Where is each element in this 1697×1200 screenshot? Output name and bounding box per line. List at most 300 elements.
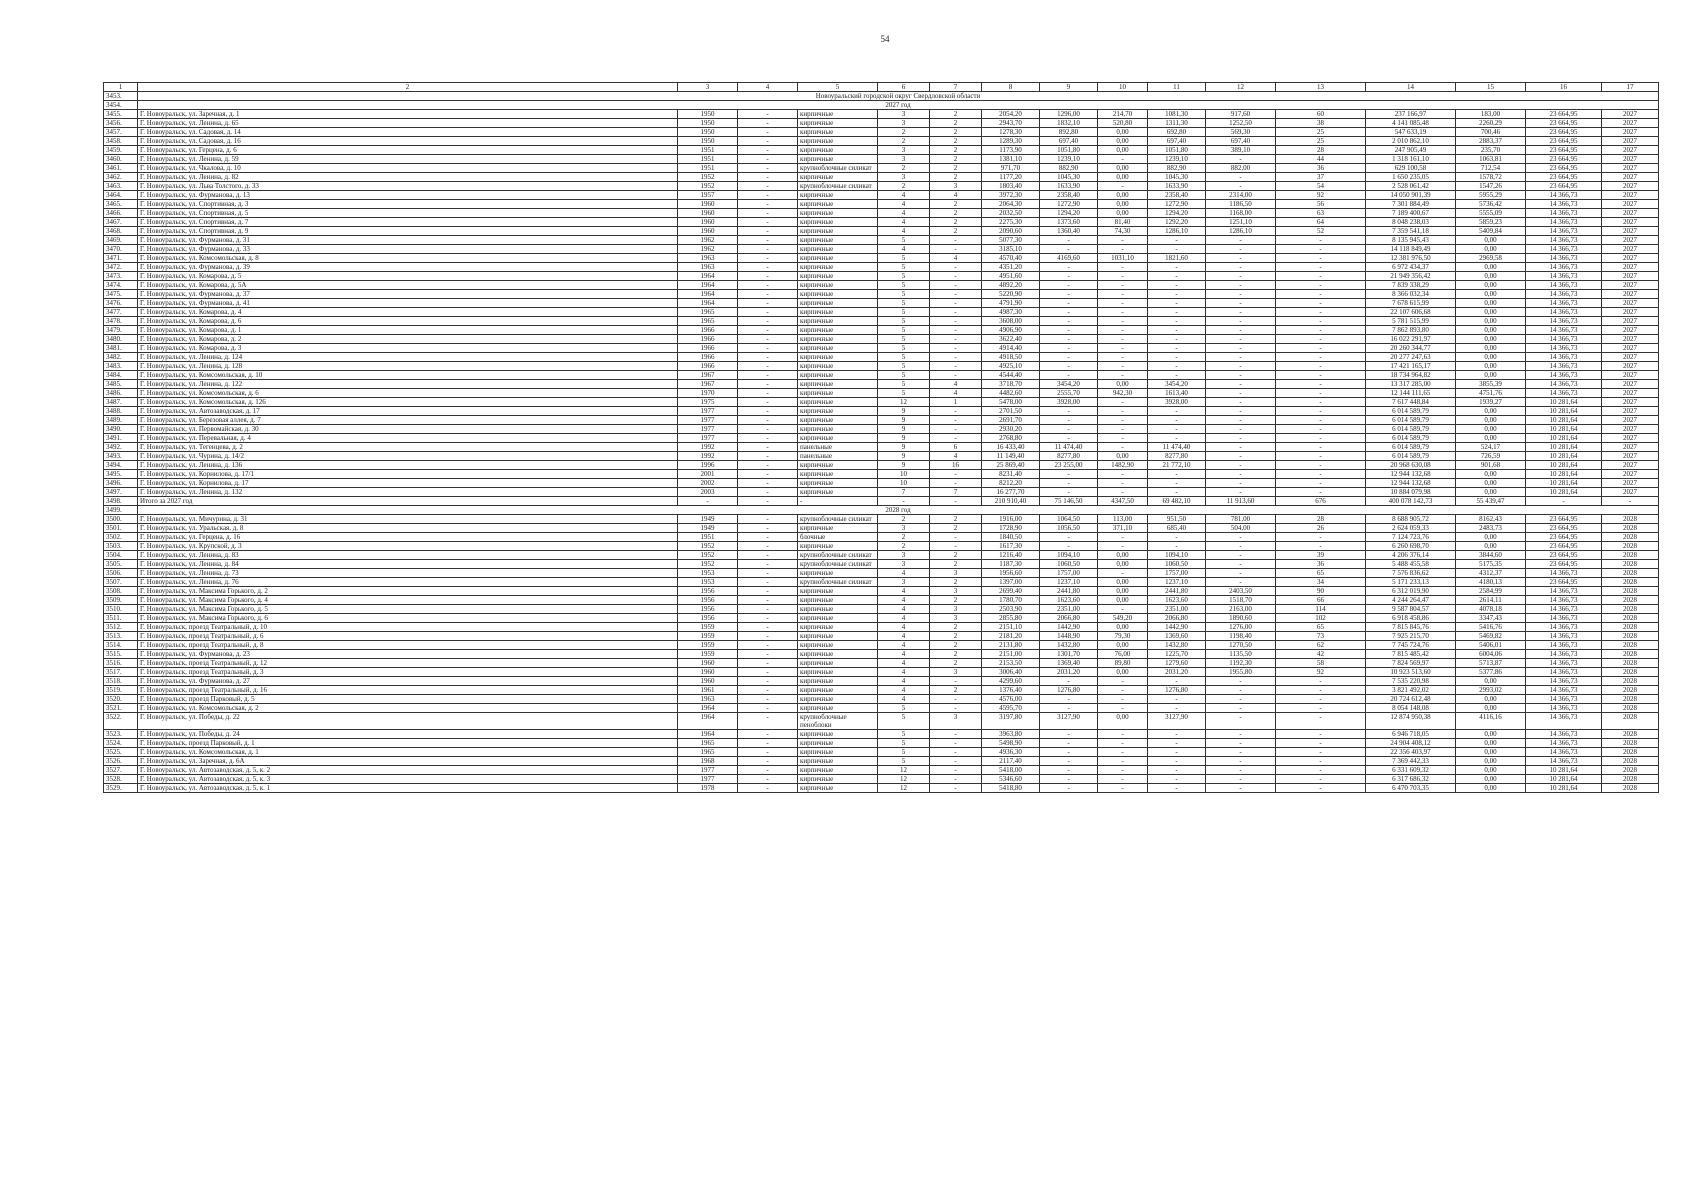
table-row [104,695,1659,704]
table-cell: 2181,20 [982,632,1040,641]
table-cell: 237 166,97 [1366,110,1456,119]
table-cell: 23 664,95 [1526,146,1602,155]
table-cell: кирпичные [798,362,878,371]
table-cell: - [930,704,982,713]
table-cell: 1953 [678,578,738,587]
table-cell: 0,00 [1098,668,1148,677]
table-cell: 3844,60 [1456,551,1526,560]
table-cell: 2027 [1602,461,1659,470]
row-number: 3464. [104,191,138,200]
table-cell: кирпичные [798,748,878,757]
table-cell: 0,00 [1098,173,1148,182]
table-cell: кирпичные [798,218,878,227]
table-cell: 14 366,73 [1526,227,1602,236]
row-number: 3512. [104,623,138,632]
table-cell: - [1276,272,1366,281]
table-cell: 2027 [1602,209,1659,218]
table-row [104,425,1659,434]
table-cell: 5 [878,730,930,739]
header-cell: 6 [878,83,930,92]
table-cell: 74,30 [1098,227,1148,236]
table-cell: 1094,10 [1148,551,1206,560]
table-cell: 1168,00 [1206,209,1276,218]
table-row [104,407,1659,416]
table-cell: 11 149,40 [982,452,1040,461]
table-cell: 2351,00 [1148,605,1206,614]
table-cell: 4 [878,614,930,623]
table-cell: 1237,10 [1040,578,1098,587]
address-cell: Г. Новоуральск, проезд Театральный, д. 12 [138,659,678,668]
table-cell: 1832,10 [1040,119,1098,128]
table-cell: - [1206,542,1276,551]
table-row [104,308,1659,317]
table-cell: 3006,40 [982,668,1040,677]
table-cell: - [1098,488,1148,497]
table-cell: - [1148,371,1206,380]
row-number: 3519. [104,686,138,695]
table-cell: - [1148,739,1206,748]
table-cell: крупноблочные силикат [798,515,878,524]
table-row [104,614,1659,623]
table-cell: 2031,20 [1040,668,1098,677]
table-cell: - [930,353,982,362]
table-cell: - [1098,155,1148,164]
table-cell: 8212,20 [982,479,1040,488]
table-cell: - [738,748,798,757]
table-row [104,317,1659,326]
table-cell: 1966 [678,335,738,344]
table-cell: 73 [1276,632,1366,641]
table-cell: 1952 [678,542,738,551]
table-cell: - [1206,263,1276,272]
table-cell: - [1098,182,1148,191]
table-cell: - [1206,155,1276,164]
header-cell: 16 [1526,83,1602,92]
table-cell: - [1040,353,1098,362]
table-cell: 14 366,73 [1526,569,1602,578]
table-cell: - [1148,757,1206,766]
table-row [104,263,1659,272]
row-number: 3458. [104,137,138,146]
table-cell: 700,46 [1456,128,1526,137]
address-cell: Г. Новоуральск, ул. Первомайская, д. 30 [138,425,678,434]
table-cell: 1633,90 [1148,182,1206,191]
table-cell: 0,00 [1098,596,1148,605]
table-cell: 1977 [678,775,738,784]
table-cell: - [930,748,982,757]
table-cell: 7 [930,488,982,497]
table-cell: 10 281,64 [1526,488,1602,497]
table-cell: 1432,80 [1040,641,1098,650]
table-cell: - [1276,371,1366,380]
table-cell: - [738,596,798,605]
table-cell: 5 [878,371,930,380]
table-cell: 2027 [1602,119,1659,128]
row-number: 3490. [104,425,138,434]
table-cell: 2028 [1602,713,1659,730]
table-cell: 4751,76 [1456,389,1526,398]
table-cell: 1237,10 [1148,578,1206,587]
table-cell: 114 [1276,605,1366,614]
table-cell: кирпичные [798,308,878,317]
table-cell: - [1148,704,1206,713]
table-cell: 1960 [678,218,738,227]
table-cell: 781,00 [1206,515,1276,524]
table-cell: - [1040,335,1098,344]
row-number: 3472. [104,263,138,272]
address-cell: Г. Новоуральск, ул. Автозаводская, д. 5, к. 1 [138,784,678,793]
table-cell: крупноблочные силикат [798,182,878,191]
table-cell: 23 664,95 [1526,182,1602,191]
table-cell: 25 [1276,128,1366,137]
table-cell: 1518,70 [1206,596,1276,605]
table-cell: 11 474,40 [1148,443,1206,452]
table-cell: кирпичные [798,398,878,407]
table-cell: 3127,90 [1040,713,1098,730]
table-cell: кирпичные [798,641,878,650]
table-cell: 14 118 849,49 [1366,245,1456,254]
table-cell: - [1148,425,1206,434]
table-cell: 1963 [678,263,738,272]
table-cell: 1 [930,398,982,407]
table-row [104,452,1659,461]
table-cell: 23 664,95 [1526,578,1602,587]
table-cell: 0,00 [1456,272,1526,281]
table-cell: 1623,60 [1148,596,1206,605]
table-cell: кирпичные [798,416,878,425]
table-cell: - [738,766,798,775]
table-cell: - [1148,272,1206,281]
table-cell: - [1040,425,1098,434]
table-cell: - [1206,299,1276,308]
table-cell: 1952 [678,551,738,560]
table-cell: 6004,06 [1456,650,1526,659]
table-cell: - [1276,739,1366,748]
table-cell: 7 617 448,84 [1366,398,1456,407]
table-cell: - [1098,757,1148,766]
table-cell: - [1040,766,1098,775]
table-cell: 23 664,95 [1526,173,1602,182]
table-cell: 5418,00 [982,766,1040,775]
table-cell: 3855,39 [1456,380,1526,389]
table-cell: - [1098,739,1148,748]
table-cell: - [1206,488,1276,497]
table-cell: 10 281,64 [1526,452,1602,461]
table-cell: - [1148,335,1206,344]
table-cell: - [738,650,798,659]
table-cell: - [1206,479,1276,488]
table-row [104,623,1659,632]
table-cell: 8 366 032,34 [1366,290,1456,299]
table-cell: 25 [1276,137,1366,146]
table-cell: 5 [878,317,930,326]
table-cell: - [1276,542,1366,551]
table-cell: 1051,80 [1148,146,1206,155]
table-row [104,371,1659,380]
table-cell: 0,00 [1456,299,1526,308]
table-cell: 10 281,64 [1526,766,1602,775]
header-cell: 17 [1602,83,1659,92]
table-cell: 5 [878,344,930,353]
table-cell: 24 904 408,12 [1366,739,1456,748]
table-cell: 10 281,64 [1526,416,1602,425]
table-cell: - [1098,542,1148,551]
table-cell: 712,54 [1456,164,1526,173]
table-cell: 2 [930,155,982,164]
table-cell: 2028 [1602,784,1659,793]
table-cell: 1950 [678,110,738,119]
table-cell: - [738,263,798,272]
table-row [104,569,1659,578]
table-cell: - [738,362,798,371]
table-cell: 3127,90 [1148,713,1206,730]
table-cell: 2 [930,137,982,146]
table-cell: 1956 [678,605,738,614]
address-cell: Г. Новоуральск, ул. Комарова, д. 6 [138,317,678,326]
address-cell: Г. Новоуральск, ул. Ленина, д. 124 [138,353,678,362]
table-cell: 1173,90 [982,146,1040,155]
table-cell: - [1098,686,1148,695]
table-cell: - [738,137,798,146]
row-number: 3523. [104,730,138,739]
table-cell: - [1276,425,1366,434]
table-cell: 60 [1276,110,1366,119]
table-row [104,281,1659,290]
address-cell: Г. Новоуральск, ул. Автозаводская, д. 5, к. 2 [138,766,678,775]
table-cell: 1276,00 [1206,623,1276,632]
table-cell: 2 [930,515,982,524]
row-number: 3496. [104,479,138,488]
table-cell: 1301,70 [1040,650,1098,659]
table-cell: - [738,632,798,641]
table-cell: - [738,739,798,748]
table-cell: 17 421 165,17 [1366,362,1456,371]
row-number: 3524. [104,739,138,748]
table-cell: 90 [1276,587,1366,596]
address-cell: Г. Новоуральск, ул. Автозаводская, д. 5, к. 3 [138,775,678,784]
table-row [104,739,1659,748]
table-cell: 8277,80 [1040,452,1098,461]
table-cell: 92 [1276,191,1366,200]
table-cell: 12 [878,766,930,775]
table-cell: - [1276,407,1366,416]
table-cell: - [738,569,798,578]
table-cell: 2027 [1602,272,1659,281]
table-cell: - [1148,470,1206,479]
table-cell: 2153,50 [982,659,1040,668]
table-cell: 1977 [678,407,738,416]
table-cell: кирпичные [798,407,878,416]
table-cell: 7 [878,488,930,497]
row-number: 3470. [104,245,138,254]
table-cell: 1613,40 [1148,389,1206,398]
table-cell: кирпичные [798,784,878,793]
table-cell: - [738,236,798,245]
table-cell: - [1276,398,1366,407]
table-row [104,596,1659,605]
table-row [104,748,1659,757]
table-row [104,470,1659,479]
table-cell: - [1148,236,1206,245]
table-cell: - [1040,362,1098,371]
table-cell: - [1206,254,1276,263]
table-cell: - [1276,236,1366,245]
table-row [104,677,1659,686]
table-cell: 7 745 724,76 [1366,641,1456,650]
table-cell: - [1206,398,1276,407]
table-cell: - [930,775,982,784]
row-number: 3457. [104,128,138,137]
table-cell: - [1276,704,1366,713]
table-cell: 4 141 085,48 [1366,119,1456,128]
table-cell: 2 [930,524,982,533]
table-cell: - [1040,739,1098,748]
table-cell: 2930,20 [982,425,1040,434]
table-cell: 917,60 [1206,110,1276,119]
table-row [104,713,1659,730]
table-cell: 1968 [678,757,738,766]
table-cell: 2117,40 [982,757,1040,766]
table-cell: 6 014 589,79 [1366,443,1456,452]
table-cell: - [878,497,930,506]
table-cell: 0,00 [1456,533,1526,542]
table-cell: 0,00 [1098,587,1148,596]
table-cell: 4 [878,605,930,614]
table-cell: 3963,80 [982,730,1040,739]
table-cell: 2 [930,128,982,137]
table-cell: - [1206,425,1276,434]
table-cell: 4570,40 [982,254,1040,263]
table-cell: - [930,371,982,380]
table-cell: - [1148,281,1206,290]
table-cell: - [1098,533,1148,542]
table-cell: - [1040,704,1098,713]
table-cell: 210 910,40 [982,497,1040,506]
header-cell: 13 [1276,83,1366,92]
table-cell: кирпичные [798,173,878,182]
table-cell: 2028 [1602,650,1659,659]
table-cell: 4918,50 [982,353,1040,362]
table-cell: 7 862 893,80 [1366,326,1456,335]
table-cell: 4 [878,641,930,650]
table-row [104,551,1659,560]
table-cell: 5 171 233,13 [1366,578,1456,587]
table-cell: 14 366,73 [1526,308,1602,317]
table-cell: 0,00 [1456,479,1526,488]
header-cell: 10 [1098,83,1148,92]
table-cell: 1962 [678,236,738,245]
row-number: 3505. [104,560,138,569]
table-cell: - [738,695,798,704]
table-cell: 4 [878,227,930,236]
table-cell: 58 [1276,659,1366,668]
table-cell: - [930,470,982,479]
table-cell: - [1040,470,1098,479]
row-number: 3480. [104,335,138,344]
table-cell: - [1148,353,1206,362]
table-cell: 4482,60 [982,389,1040,398]
address-cell: Г. Новоуральск, ул. Комарова, д. 2 [138,335,678,344]
table-cell: 2 [930,173,982,182]
table-cell: 3 821 492,02 [1366,686,1456,695]
table-cell: 2 [930,209,982,218]
address-cell: Г. Новоуральск, ул. Березовая аллея, д. 7 [138,416,678,425]
table-cell: 6 014 589,79 [1366,452,1456,461]
table-cell: 7 189 400,67 [1366,209,1456,218]
table-cell: 14 366,73 [1526,686,1602,695]
table-cell: 2027 [1602,335,1659,344]
table-cell: 28 [1276,146,1366,155]
table-cell: - [1098,299,1148,308]
table-cell: - [1040,281,1098,290]
table-cell: 4 [878,632,930,641]
table-cell: 2090,60 [982,227,1040,236]
table-cell: 4351,20 [982,263,1040,272]
table-cell: 569,30 [1206,128,1276,137]
table-cell: 12 381 976,50 [1366,254,1456,263]
table-cell: - [1098,263,1148,272]
table-cell: - [738,623,798,632]
table-cell: - [1276,344,1366,353]
table-cell: 4180,13 [1456,578,1526,587]
table-cell: - [738,757,798,766]
table-cell: - [930,344,982,353]
table-cell: кирпичные [798,587,878,596]
row-number: 3484. [104,371,138,380]
table-cell: 3 [878,578,930,587]
table-cell: 14 366,73 [1526,245,1602,254]
table-cell: кирпичные [798,695,878,704]
table-cell: 0,00 [1098,191,1148,200]
table-cell: - [738,668,798,677]
table-cell: 0,00 [1456,677,1526,686]
row-number: 3501. [104,524,138,533]
table-cell: - [1206,173,1276,182]
table-cell: - [1276,308,1366,317]
address-cell: Г. Новоуральск, ул. Ленина, д. 84 [138,560,678,569]
table-cell: - [738,254,798,263]
table-cell: 23 664,95 [1526,164,1602,173]
table-cell: 1964 [678,299,738,308]
table-cell: 5 [878,254,930,263]
table-cell: 6 014 589,79 [1366,425,1456,434]
table-cell: 12 [878,398,930,407]
address-cell: Г. Новоуральск, ул. Ленина, д. 82 [138,173,678,182]
table-cell: 2028 [1602,677,1659,686]
table-cell: 0,00 [1456,407,1526,416]
table-cell: 3185,10 [982,245,1040,254]
table-cell: крупноблочные силикат [798,578,878,587]
table-cell: 2002 [678,479,738,488]
table-cell: - [1098,407,1148,416]
table-cell: 2131,80 [982,641,1040,650]
address-cell: Г. Новоуральск, проезд Театральный, д. 3 [138,668,678,677]
table-cell: крупноблочные силикат [798,560,878,569]
table-cell: кирпичные [798,200,878,209]
table-cell: 1617,30 [982,542,1040,551]
table-cell: - [678,497,738,506]
table-cell: - [1098,479,1148,488]
table-cell: - [1098,470,1148,479]
table-cell: 549,20 [1098,614,1148,623]
table-cell: 1956 [678,596,738,605]
table-cell: - [1148,416,1206,425]
table-cell: - [930,416,982,425]
table-cell: 2614,11 [1456,596,1526,605]
table-cell: 2403,50 [1206,587,1276,596]
table-cell: - [1206,182,1276,191]
table-cell: 4892,20 [982,281,1040,290]
